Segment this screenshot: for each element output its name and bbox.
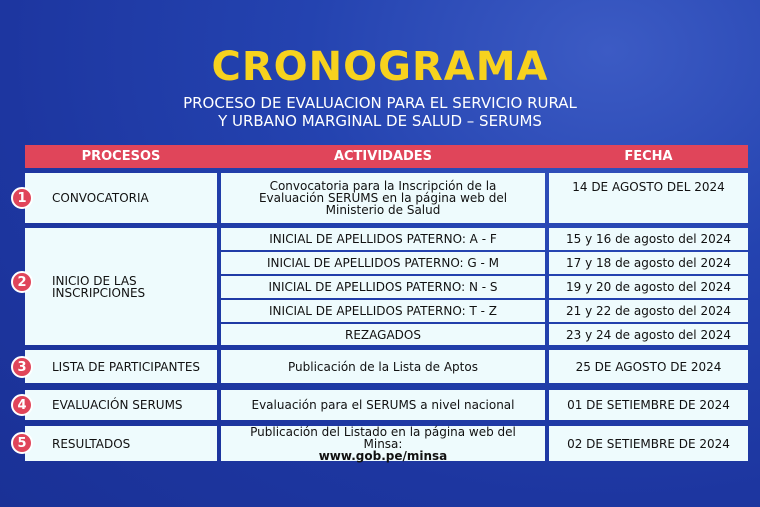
proceso-convocatoria: CONVOCATORIA (25, 173, 217, 223)
actividad-resultados (221, 426, 545, 461)
actividad-g-m: INICIAL DE APELLIDOS PATERNO: G - M (221, 252, 545, 274)
subtitle-line2: Y URBANO MARGINAL DE SALUD – SERUMS (218, 112, 542, 130)
actividad-t-z: INICIAL DE APELLIDOS PATERNO: T - Z (221, 300, 545, 322)
actividad-lista: Publicación de la Lista de Aptos (221, 350, 545, 383)
actividad-resultados-text: Publicación del Listado en la página web del Minsa: (250, 424, 516, 451)
actividad-n-s: INICIAL DE APELLIDOS PATERNO: N - S (221, 276, 545, 298)
subtitle-line1: PROCESO DE EVALUACION PARA EL SERVICIO RURAL (183, 94, 577, 112)
step-number-3: 3 (11, 356, 33, 378)
proceso-resultados: RESULTADOS (25, 426, 217, 461)
fecha-a-f: 15 y 16 de agosto del 2024 (549, 228, 748, 250)
actividad-convocatoria: Convocatoria para la Inscripción de la Evaluación SERUMS en la página web del Ministerio de Salud (221, 173, 545, 223)
actividad-evaluacion: Evaluación para el SERUMS a nivel nacional (221, 390, 545, 420)
fecha-g-m: 17 y 18 de agosto del 2024 (549, 252, 748, 274)
actividad-a-f: INICIAL DE APELLIDOS PATERNO: A - F (221, 228, 545, 250)
fecha-lista: 25 DE AGOSTO DE 2024 (549, 350, 748, 383)
step-number-4: 4 (11, 394, 33, 416)
step-number-2: 2 (11, 271, 33, 293)
fecha-t-z: 21 y 22 de agosto del 2024 (549, 300, 748, 322)
fecha-evaluacion: 01 DE SETIEMBRE DE 2024 (549, 390, 748, 420)
fecha-convocatoria: 14 DE AGOSTO DEL 2024 (549, 173, 748, 223)
fecha-n-s: 19 y 20 de agosto del 2024 (549, 276, 748, 298)
proceso-lista: LISTA DE PARTICIPANTES (25, 350, 217, 383)
step-number-5: 5 (11, 432, 33, 454)
proceso-inscripciones: INICIO DE LAS INSCRIPCIONES (25, 228, 217, 345)
proceso-evaluacion: EVALUACIÓN SERUMS (25, 390, 217, 420)
minsa-link[interactable]: www.gob.pe/minsa (318, 448, 448, 463)
fecha-rezagados: 23 y 24 de agosto del 2024 (549, 324, 748, 345)
title: CRONOGRAMA (211, 44, 549, 90)
fecha-resultados: 02 DE SETIEMBRE DE 2024 (549, 426, 748, 461)
header-actividades: ACTIVIDADES (333, 149, 433, 164)
header-fecha: FECHA (624, 149, 673, 164)
actividad-rezagados: REZAGADOS (221, 324, 545, 345)
header-procesos: PROCESOS (81, 149, 161, 164)
step-number-1: 1 (11, 187, 33, 209)
